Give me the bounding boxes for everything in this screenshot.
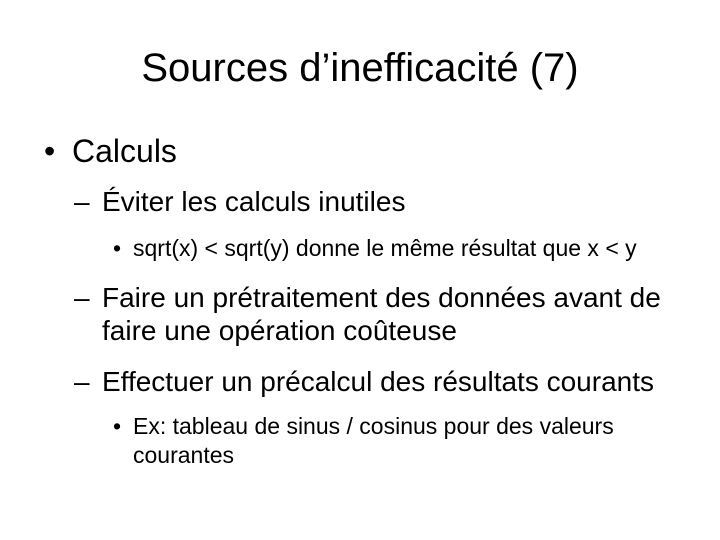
- subitem-label: Effectuer un précalcul des résultats courants: [102, 366, 655, 397]
- dash-icon: –: [74, 282, 90, 313]
- detail-label: sqrt(x) < sqrt(y) donne le même résultat que x < y: [133, 235, 637, 261]
- dash-icon: –: [74, 186, 90, 217]
- subitem-label-line-1: Faire un prétraitement des données avant de: [102, 282, 661, 313]
- bullet-icon: •: [113, 235, 122, 261]
- subitem-label: Éviter les calculs inutiles: [102, 186, 406, 217]
- subitem-label-line-2: faire une opération coûteuse: [102, 315, 457, 346]
- slide-title: Sources d’inefficacité (7): [141, 46, 579, 90]
- bullet-icon: •: [44, 133, 56, 169]
- dash-icon: –: [74, 366, 90, 397]
- bullet-label: Calculs: [72, 133, 177, 169]
- detail-label-line-2: courantes: [133, 442, 235, 468]
- bullet-icon: •: [113, 413, 122, 439]
- detail-label-line-1: Ex: tableau de sinus / cosinus pour des valeurs: [133, 413, 614, 439]
